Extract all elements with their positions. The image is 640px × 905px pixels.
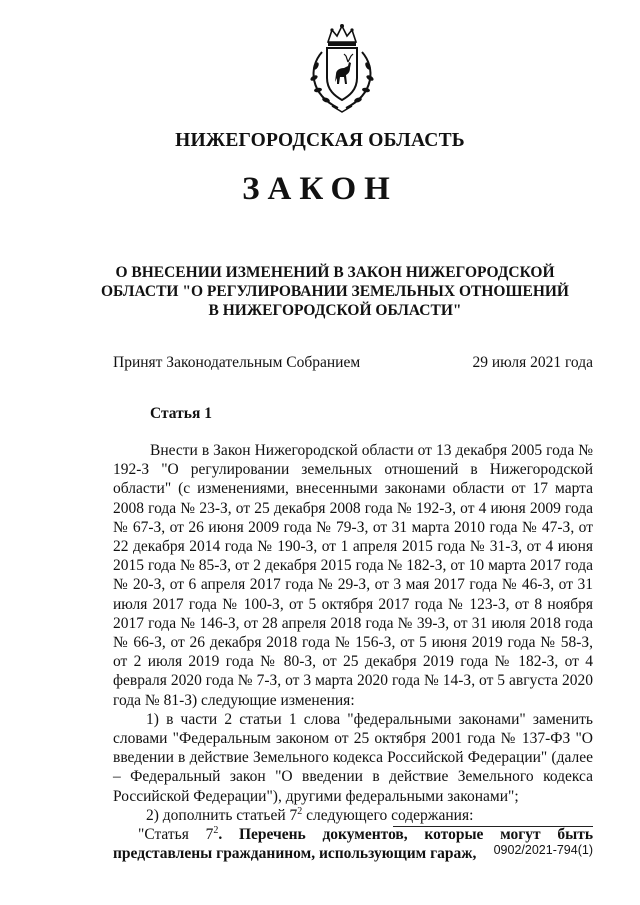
coat-of-arms-icon bbox=[302, 22, 382, 114]
article-heading: Статья 1 bbox=[150, 405, 212, 422]
article-intro-paragraph: Внести в Закон Нижегородской области от 13 декабря 2005 года № 192-З "О регулировании земельных отношений в Нижегородской области" (с изменениями, внесенными законами области от 17 марта 2008 года № 23-З, от 25 декабря 2008 года № 192-З, от 4 июня 2009 года № 67-З, от 26 июня 2009 года № 79-З, от 31 марта 2010 года № 47-З, от 22 декабря 2014 года № 190-З, от 1 апреля 2015 года № 31-З, от 4 июня 2015 года № 85-З, от 2 декабря 2015 года № 182-З, от 10 марта 2017 года № 20-З, от 6 апреля 2017 года № 29-З, от 3 мая 2017 года № 46-З, от 31 июля 2017 года № 100-З, от 5 октября 2017 года № 123-З, от 8 ноября 2017 года № 146-З, от 28 апреля 2018 года № 39-З, от 31 июля 2018 года № 66-З, от 26 декабря 2018 года № 156-З, от 5 июня 2019 года № 58-З, от 2 июля 2019 года № 80-З, от 25 декабря 2019 года № 182-З, от 4 февраля 2020 года № 7-З, от 3 марта 2020 года № 14-З, от 5 августа 2020 года № 81-З) следующие изменения: bbox=[113, 442, 593, 709]
new-article-dot: . bbox=[218, 826, 239, 844]
article-item-2 bbox=[113, 806, 593, 825]
superscript: 2 bbox=[213, 824, 219, 836]
law-title bbox=[80, 263, 590, 320]
new-article-title: Перечень документов, которые могут быть представлены гражданином, использующим гараж, bbox=[113, 826, 594, 863]
article-body bbox=[113, 441, 593, 863]
document-number: 0902/2021-794(1) bbox=[493, 843, 593, 857]
adoption-date: 29 июля 2021 года bbox=[472, 354, 593, 371]
document-type: ЗАКОН bbox=[242, 171, 398, 207]
superscript: 2 bbox=[297, 805, 303, 817]
item-2-text-end: следующего содержания: bbox=[302, 806, 474, 824]
footer-divider bbox=[393, 826, 593, 827]
region-name: НИЖЕГОРОДСКАЯ ОБЛАСТЬ bbox=[175, 130, 465, 151]
law-title-line: О ВНЕСЕНИИ ИЗМЕНЕНИЙ В ЗАКОН НИЖЕГОРОДСКОЙ bbox=[115, 264, 555, 281]
adoption-label: Принят Законодательным Собранием bbox=[113, 354, 361, 371]
article-item-1: 1) в части 2 статьи 1 слова "федеральными законами" заменить словами "Федеральным законом от 25 октября 2001 года № 137-ФЗ "О введении в действие Земельного кодекса Российской Федерации" (далее – Федеральный закон "О введении в действие Земельного кодекса Российской Федерации"), другими федеральными законами"; bbox=[113, 710, 593, 805]
adoption-info bbox=[113, 354, 593, 372]
item-2-text: 2) дополнить статьей 7 bbox=[146, 806, 298, 824]
new-article-label: "Статья 7 bbox=[138, 826, 214, 844]
law-title-line: В НИЖЕГОРОДСКОЙ ОБЛАСТИ" bbox=[208, 302, 462, 319]
law-title-line: ОБЛАСТИ "О РЕГУЛИРОВАНИИ ЗЕМЕЛЬНЫХ ОТНОШЕНИЙ bbox=[101, 283, 569, 300]
